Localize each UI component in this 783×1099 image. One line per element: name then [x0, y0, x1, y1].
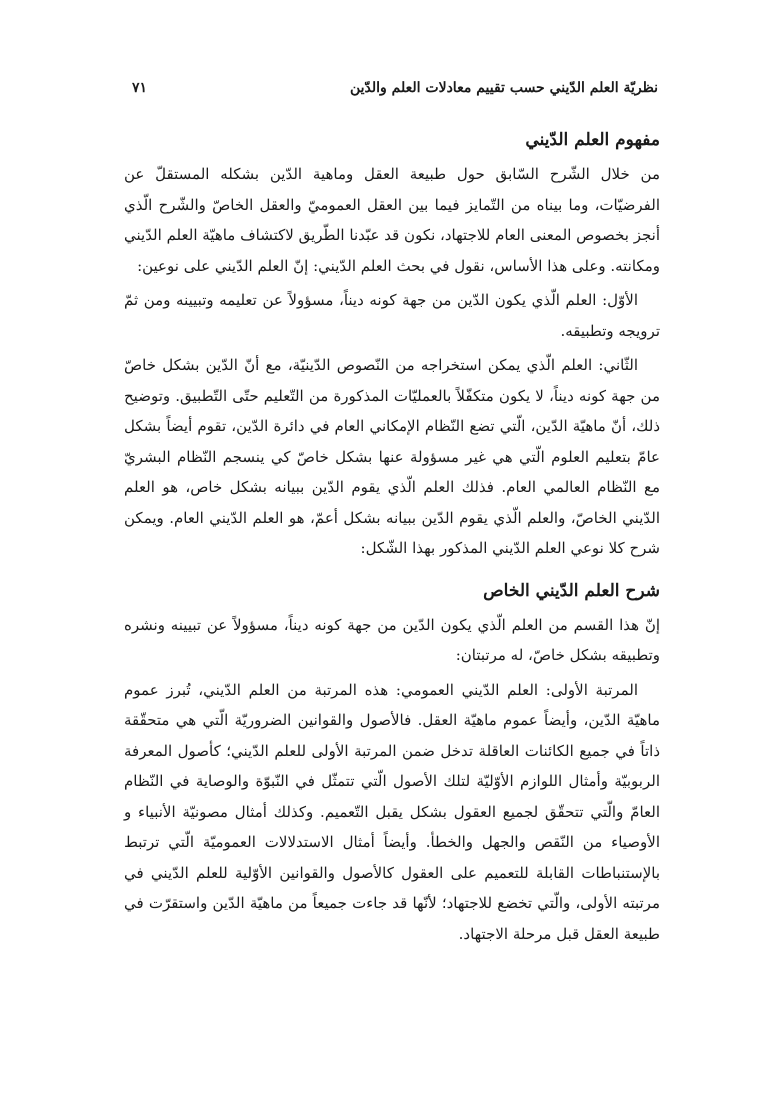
- section-heading-special-knowledge: شرح العلم الدّيني الخاص: [483, 580, 660, 601]
- section-heading-concept: مفهوم العلم الدّيني: [525, 130, 660, 150]
- paragraph-intro: من خلال الشّرح السّابق حول طبيعة العقل وماهية الدّين بشكله المستقلّ عن الفرضيّات، وما بيناه من التّمايز فيما بين العقل العموميّ والعقل الخاصّ والشّرح الّذي أنجز بخصوص المعنى العام للاجتهاد، نكون قد عبّدنا الطّريق لاكتشاف ماهيّة العلم الدّيني ومكانته. وعلى هذا الأساس، نقول في بحث العلم الدّيني: إنّ العلم الدّيني على نوعين:: [123, 165, 660, 275]
- paragraph-first-rank: المرتبة الأولى: العلم الدّيني العمومي: هذه المرتبة من العلم الدّيني، تُبرز عموم ماهيّة الدّين، وأيضاً عموم ماهيّة العقل. فالأصول والقوانين الضروريّة الّتي هي متحقّقة ذاتاً في جميع الكائنات العاقلة تدخل ضمن المرتبة الأولى للعلم الدّيني؛ كأصول المعرفة الربوبيّة وأمثال اللوازم الأوّليّة لتلك الأصول الّتي تتمثّل في النّبوّة والوصاية في النّظام العامّ والّتي تتحقّق لجميع العقول بشكل يقبل التّعميم. وكذلك أمثال مصونيّة الأنبياء و الأوصياء من النّقص والجهل والخطأ. وأيضاً أمثال الاستدلالات العموميّة الّتي ترتبط بالإستنباطات القابلة للتعميم على العقول كالأصول والقوانين الأوّلية للعلم الدّيني في مرتبته الأولى، والّتي تخضع للاجتهاد؛ لأنّها قد جاءت جميعاً من ماهيّة الدّين واستقرّت في طبيعة العقل قبل مرحلة الاجتهاد.: [124, 680, 660, 943]
- paragraph-second-type: الثّاني: العلم الّذي يمكن استخراجه من النّصوص الدّينيّة، مع أنّ الدّين بشكل خاصّ من جهة كونه ديناً، لا يكون متكفّلاً بالعمليّات المذكورة من التّعليم حتّى التّطبيق. وتوضيح ذلك، أنّ ماهيّة الدّين، الّتي تضع النّظام الإمكاني العام في دائرة الدّين، تقوم أيضاً بشكل عامّ بتعليم العلوم الّتي هي غير مسؤولة عنها بشكل خاصّ كي ينسجم النّظام البشريّ مع النّظام العالمي العام. فذلك العلم الّذي يقوم الدّين ببيانه بشكل خاص، هو العلم الدّيني الخاصّ، والعلم الّذي يقوم الدّين ببيانه بشكل أعمّ، هو العلم الدّيني العام. ويمكن شرح كلا نوعي العلم الدّيني المذكور بهذا الشّكل:: [124, 356, 660, 557]
- paragraph-special-intro: إنّ هذا القسم من العلم الّذي يكون الدّين من جهة كونه ديناً، مسؤولاً عن تبيينه ونشره وتطبيقه بشكل خاصّ، له مرتبتان:: [124, 615, 660, 664]
- page-body: [124, 117, 660, 953]
- paragraph-first-type: الأوّل: العلم الّذي يكون الدّين من جهة كونه ديناً، مسؤولاً عن تعليمه وتبيينه ومن ثمّ ترويجه وتطبيقه.: [124, 291, 660, 340]
- running-header-title: نظريّة العلم الدّيني حسب تقييم معادلات العلم والدّين: [349, 80, 658, 96]
- page-number: ٧١: [132, 80, 148, 96]
- running-header: [132, 76, 658, 100]
